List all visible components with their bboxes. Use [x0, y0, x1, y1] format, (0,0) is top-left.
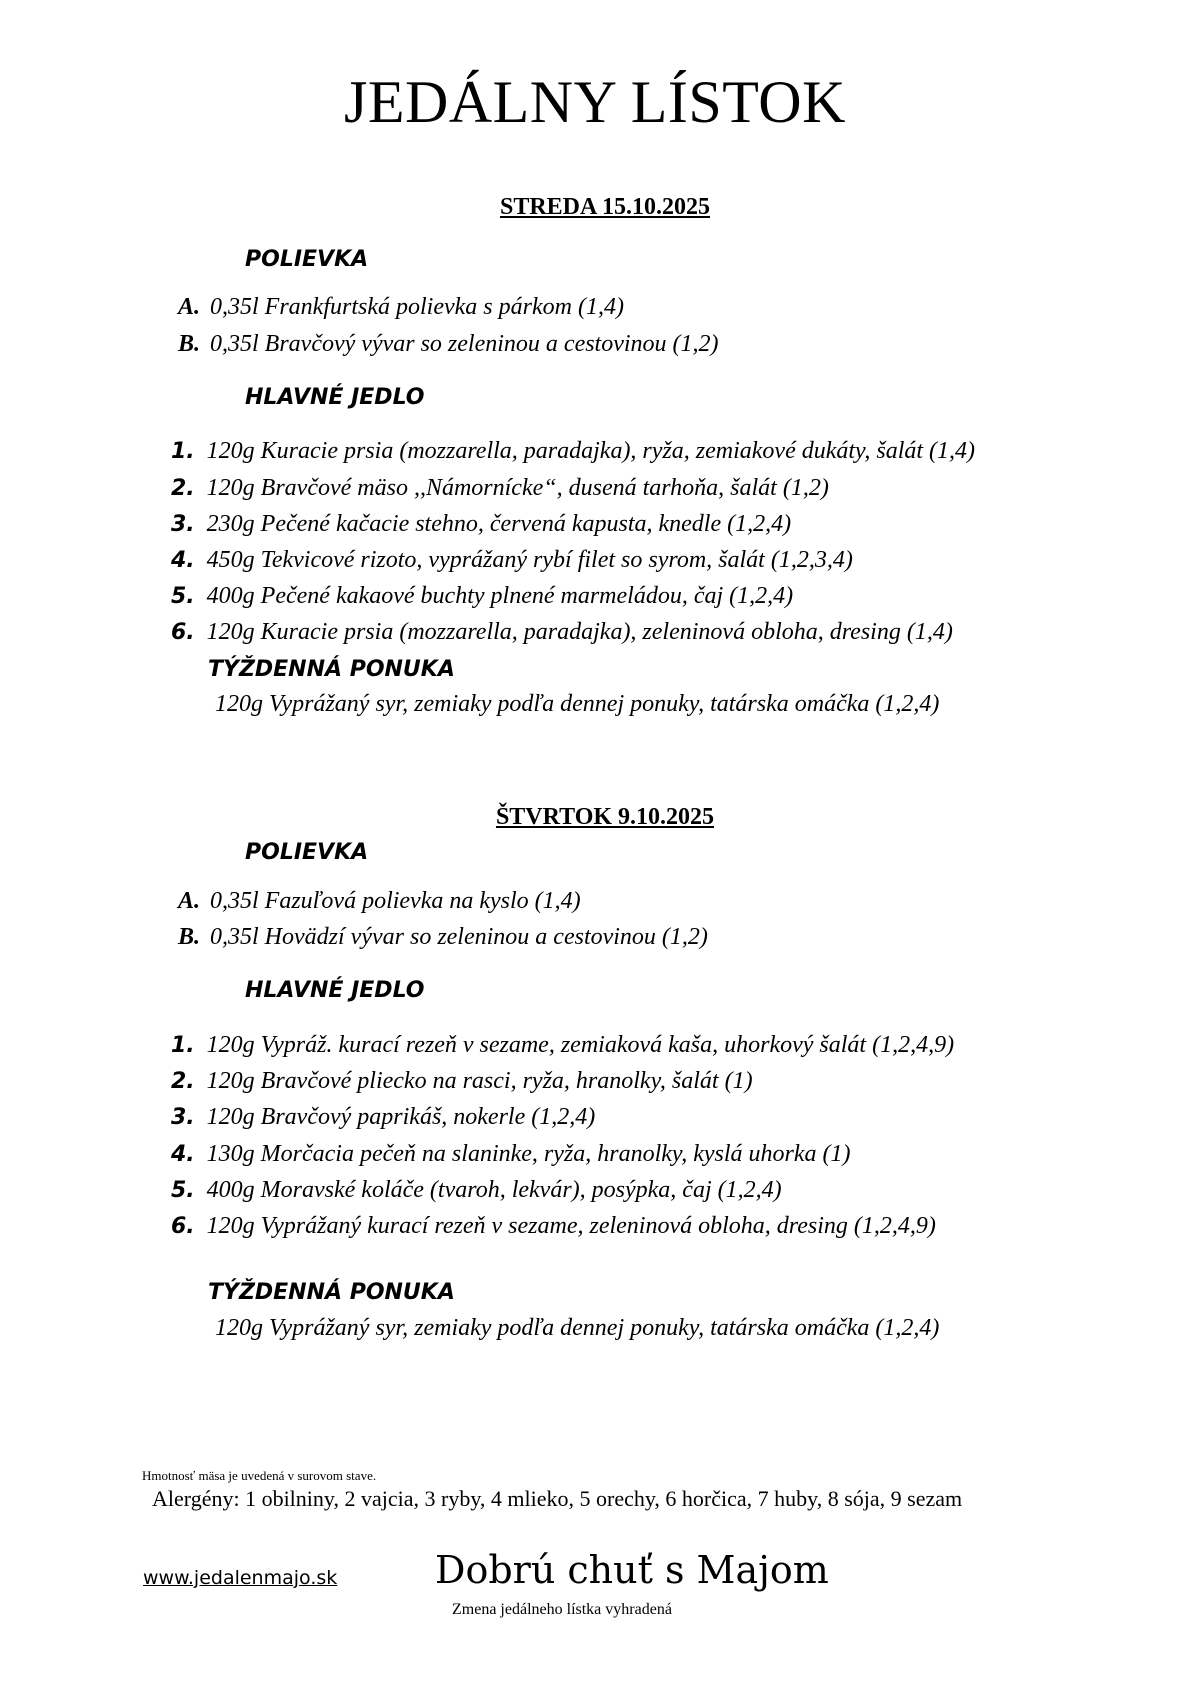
day-heading: STREDA 15.10.2025: [499, 194, 711, 220]
main-item: [171, 1030, 954, 1061]
allergens-legend: Alergény: 1 obilniny, 2 vajcia, 3 ryby, 4 mlieko, 5 orechy, 6 horčica, 7 huby, 8 sója, 9 sezam: [152, 1486, 963, 1511]
item-number: 6.: [171, 1214, 195, 1239]
slogan: Dobrú chuť s Majom: [435, 1548, 829, 1592]
main-item: [171, 1211, 936, 1242]
item-text: 120g Kuracie prsia (mozzarella, paradajka), ryža, zemiakové dukáty, šalát (1,4): [206, 438, 976, 464]
weekly-section-title: TÝŽDENNÁ PONUKA: [208, 1280, 455, 1305]
item-number: 2.: [171, 1069, 195, 1094]
item-number: 4.: [171, 548, 195, 573]
main-item: [171, 473, 829, 504]
soup-text: 0,35l Frankfurtská polievka s párkom (1,4): [210, 294, 624, 320]
item-text: 120g Kuracie prsia (mozzarella, paradajka), zeleninová obloha, dresing (1,4): [206, 619, 953, 645]
main-item: [171, 1102, 595, 1133]
main-item: [171, 436, 975, 467]
item-text: 400g Moravské koláče (tvaroh, lekvár), posýpka, čaj (1,2,4): [206, 1177, 782, 1203]
item-text: 120g Bravčové pliecko na rasci, ryža, hranolky, šalát (1): [206, 1068, 753, 1094]
main-item: [171, 617, 953, 648]
soup-text: 0,35l Hovädzí vývar so zeleninou a cestovinou (1,2): [210, 924, 708, 950]
soup-section-title: POLIEVKA: [245, 840, 369, 865]
item-number: 5.: [171, 584, 195, 609]
item-text: 400g Pečené kakaové buchty plnené marmeládou, čaj (1,2,4): [206, 583, 794, 609]
item-text: 120g Bravčové mäso ,,Námornícke“, dusená tarhoňa, šalát (1,2): [206, 475, 829, 501]
main-section-title: HLAVNÉ JEDLO: [245, 978, 425, 1003]
soup-section-title: POLIEVKA: [245, 247, 369, 272]
weekly-item: 120g Vyprážaný syr, zemiaky podľa dennej ponuky, tatárska omáčka (1,2,4): [215, 1315, 940, 1341]
weekly-item: 120g Vyprážaný syr, zemiaky podľa dennej ponuky, tatárska omáčka (1,2,4): [215, 691, 940, 717]
soup-text: 0,35l Fazuľová polievka na kyslo (1,4): [210, 888, 581, 914]
item-text: 120g Vyprážaný kurací rezeň v sezame, zeleninová obloha, dresing (1,2,4,9): [206, 1213, 936, 1239]
main-item: [171, 509, 791, 540]
item-number: 2.: [171, 476, 195, 501]
weekly-section-title: TÝŽDENNÁ PONUKA: [208, 657, 455, 682]
item-text: 230g Pečené kačacie stehno, červená kapusta, knedle (1,2,4): [206, 511, 792, 537]
soup-item: [178, 922, 708, 952]
soup-item: [178, 886, 581, 916]
item-number: 4.: [171, 1142, 195, 1167]
item-text: 120g Bravčový paprikáš, nokerle (1,2,4): [206, 1104, 596, 1130]
main-item: [171, 1066, 753, 1097]
item-number: 3.: [171, 512, 195, 537]
day-heading: ŠTVRTOK 9.10.2025: [495, 804, 715, 830]
page-title: JEDÁLNY LÍSTOK: [344, 69, 846, 135]
soup-text: 0,35l Bravčový vývar so zeleninou a cestovinou (1,2): [210, 331, 719, 357]
main-item: [171, 545, 853, 576]
item-text: 450g Tekvicové rizoto, vyprážaný rybí filet so syrom, šalát (1,2,3,4): [206, 547, 853, 573]
item-number: 6.: [171, 620, 195, 645]
soup-item: [178, 292, 624, 322]
soup-mark: A.: [178, 294, 201, 320]
item-number: 3.: [171, 1105, 195, 1130]
change-notice: Zmena jedálneho lístka vyhradená: [452, 1601, 672, 1618]
item-number: 5.: [171, 1178, 195, 1203]
main-item: [171, 1139, 851, 1170]
weight-note: Hmotnosť mäsa je uvedená v surovom stave.: [142, 1468, 377, 1483]
item-number: 1.: [171, 439, 195, 464]
item-number: 1.: [171, 1033, 195, 1058]
main-section-title: HLAVNÉ JEDLO: [245, 385, 425, 410]
website-link[interactable]: www.jedalenmajo.sk: [143, 1567, 338, 1589]
item-text: 120g Vypráž. kurací rezeň v sezame, zemiaková kaša, uhorkový šalát (1,2,4,9): [206, 1032, 955, 1058]
soup-item: [178, 329, 719, 359]
item-text: 130g Morčacia pečeň na slaninke, ryža, hranolky, kyslá uhorka (1): [206, 1141, 851, 1167]
soup-mark: B.: [178, 924, 201, 950]
soup-mark: A.: [178, 888, 201, 914]
soup-mark: B.: [178, 331, 201, 357]
main-item: [171, 581, 793, 612]
main-item: [171, 1175, 782, 1206]
